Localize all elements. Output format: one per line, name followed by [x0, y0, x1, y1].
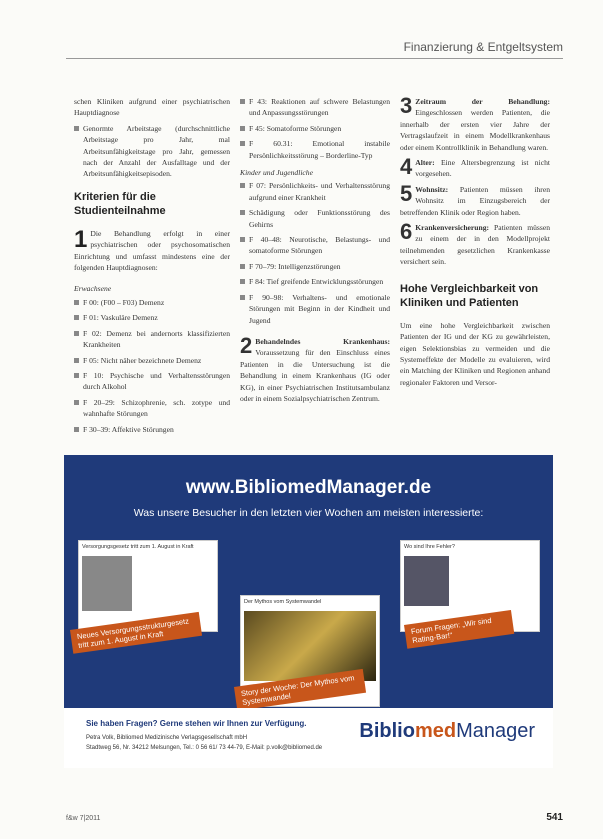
paragraph: 2 Behandelndes Krankenhaus: Voraussetzung für den Einschluss eines Patienten in die Untersuchung ist die Behandlung in einem Krankenhaus (IG oder KG), in einer Psychiatrischen Institutsambulanz oder in einem Sozialpsychiatrischen Zentrum. — [240, 332, 390, 403]
list-item: F 84: Tief greifende Entwicklungsstörungen — [240, 276, 390, 287]
footer-issue: f&w 7|2011 — [66, 815, 101, 822]
list-item: F 20–29: Schizophrenie, sch. zotype und wahnhafte Störungen — [74, 397, 230, 420]
ad-contact: Stadtweg 56, Nr. 34212 Melsungen, Tel.: 0 56 61/ 73 44-79, E-Mail: p.volk@bibliomed.de — [86, 745, 323, 751]
ad-contact: Petra Volk, Bibliomed Medizinische Verlagsgesellschaft mbH — [86, 735, 248, 741]
column-3 — [400, 93, 550, 392]
ad-question: Sie haben Fragen? Gerne stehen wir Ihnen zur Verfügung. — [86, 719, 307, 728]
photo-image — [82, 556, 132, 611]
list-item: F 02: Demenz bei andernorts klassifizierten Krankheiten — [74, 328, 230, 351]
ad-contact-bar — [64, 708, 553, 768]
drop-number: 1 — [74, 225, 88, 253]
list-item: F 43: Reaktionen auf schwere Belastungen und Anpassungsstörungen — [240, 96, 390, 119]
diagnosis-list — [74, 297, 230, 435]
page-number: 541 — [546, 812, 563, 823]
paragraph: 1 Die Behandlung erfolgt in einer psychiatrischen oder psychosomatischen Einrichtung und umfasst mindestens eine der folgenden Hauptdiagnosen: — [74, 225, 230, 273]
header-rule — [66, 58, 563, 59]
diagnosis-list — [240, 180, 390, 325]
running-header: Finanzierung & Entgeltsystem — [403, 40, 563, 54]
list-item: F 70–79: Intelligenzstörungen — [240, 261, 390, 272]
tag-label[interactable]: Neues Versorgungsstrukturgesetz tritt zum 1. August in Kraft — [70, 612, 202, 654]
ad-subtitle: Was unsere Besucher in den letzten vier Wochen am meisten interessierte: — [133, 507, 484, 519]
list-item: F 05: Nicht näher bezeichnete Demenz — [74, 355, 230, 366]
list-item: F 60.31: Emotional instabile Persönlichkeitsstörung – Borderline-Typ — [240, 138, 390, 161]
diagnosis-list — [240, 96, 390, 161]
ad-url[interactable]: www.BibliomedManager.de — [185, 477, 432, 498]
criterion: 6 Krankenversicherung: Patienten müssen zu einem der in den Modellprojekt teilnehmenden gesetzlichen Krankenkasse versichert sein. — [400, 219, 550, 267]
list-item: F 10: Psychische und Verhaltensstörungen durch Alkohol — [74, 370, 230, 393]
tag-label[interactable]: Forum Fragen: „Wir sind Rating-Bar!“ — [404, 610, 514, 649]
tag-label[interactable]: Story der Woche: Der Mythos vom Systemwandel — [234, 669, 366, 711]
list-item: F 90–98: Verhaltens- und emotionale Störungen mit Beginn in der Kindheit und Jugend — [240, 292, 390, 326]
subheading: Kinder und Jugendliche — [240, 168, 313, 178]
list-item: F 01: Vaskuläre Demenz — [74, 312, 230, 323]
section-heading: Kriterien für die Studienteilnahme — [74, 190, 166, 217]
list-item: F 40–48: Neurotische, Belastungs- und somatoforme Störungen — [240, 234, 390, 257]
list-item: Schädigung oder Funktionsstörung des Gehirns — [240, 207, 390, 230]
criterion: 4 Alter: Eine Altersbegrenzung ist nicht vorgesehen. — [400, 154, 550, 180]
photo-image — [404, 556, 449, 606]
screenshot-1: Versorgungsgesetz tritt zum 1. August in Kraft — [78, 540, 218, 632]
section-heading: Hohe Vergleichbarkeit von Kliniken und Patienten — [400, 282, 539, 309]
list-item: F 07: Persönlichkeits- und Verhaltensstörung aufgrund einer Krankheit — [240, 180, 390, 203]
list-item: F 00: (F00 – F03) Demenz — [74, 297, 230, 308]
paragraph: schen Kliniken aufgrund einer psychiatrischen Hauptdiagnose — [74, 97, 230, 118]
column-2 — [240, 96, 390, 408]
screenshot-3: Wo sind Ihre Fehler? — [400, 540, 540, 632]
screenshot-2: Der Mythos vom Systemwandel — [240, 595, 380, 707]
subheading: Erwachsene — [74, 284, 112, 294]
criterion: 3 Zeitraum der Behandlung: Eingeschlossen werden Patienten, die innerhalb der ersten vier Jahre der Vertragslaufzeit in einem Modellkrankenhaus oder einem Kontrollklinik in Behandlung waren. — [400, 93, 550, 152]
column-1 — [74, 96, 230, 439]
criterion: 5 Wohnsitz: Patienten müssen ihren Wohnsitz im Einzugsbereich der betreffenden Klinik oder Region haben. — [400, 180, 550, 217]
list-item: F 30–39: Affektive Störungen — [74, 424, 230, 435]
bibliomed-logo: BibliomedManager — [359, 720, 535, 742]
list-item: F 45: Somatoforme Störungen — [240, 123, 390, 134]
paragraph: Um eine hohe Vergleichbarkeit zwischen Patienten der IG und der KG zu gewährleisten, eigen Selektionsbias zu vermeiden und die Systemeffekte der Modelle zu evaluieren, wird ein Matching der Kliniken und Regionen anhand regionaler Faktoren und Versor- — [400, 320, 550, 387]
list-item: Genormte Arbeitstage (durchschnittliche Arbeitstage pro Jahr, mal Arbeitsunfähigkeitstage pro Jahr, gemessen nach der Anzahl der Ausfalltage und der Arbeitsunfähigkeitsepisoden. — [74, 123, 230, 180]
advertisement[interactable] — [64, 455, 553, 768]
criterion-number: 2 — [240, 332, 253, 358]
